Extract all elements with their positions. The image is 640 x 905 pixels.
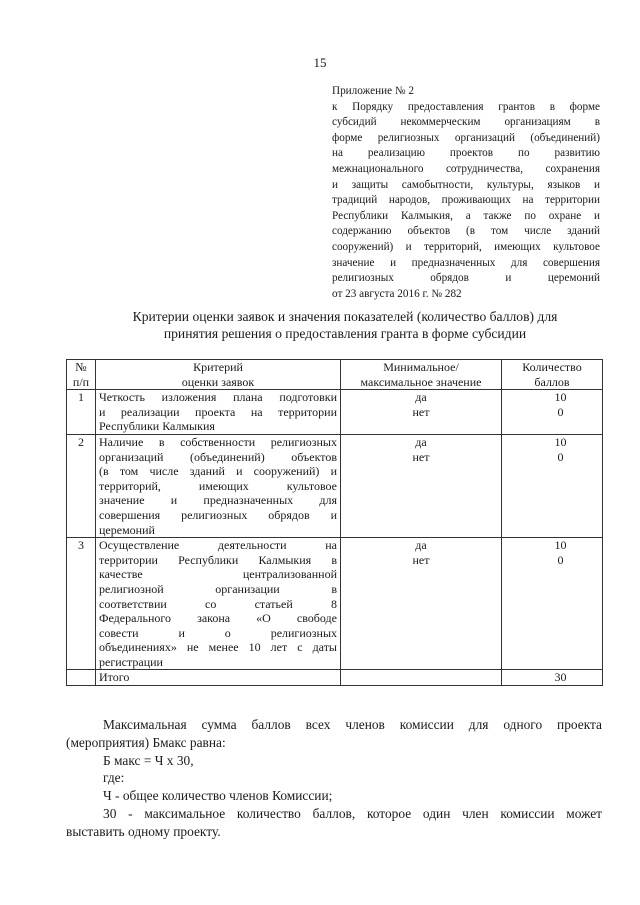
criterion-line: церемоний — [99, 522, 155, 537]
appendix-line: субсидий некоммерческим организациям в — [332, 116, 600, 129]
criterion-line: соответствии со статьей 8 — [99, 596, 337, 611]
criterion-line: территории Республики Калмыкия в — [99, 552, 337, 567]
minmax-value: да — [415, 538, 427, 553]
appendix-line: к Порядку предоставления грантов в форме — [332, 100, 600, 113]
criterion-cell — [96, 538, 341, 670]
criterion-line: Осуществление деятельности на — [99, 538, 337, 553]
minmax-value: да — [415, 390, 427, 405]
appendix-line: на реализацию проектов по развитию — [332, 147, 600, 160]
appendix-line: традиций народов, проживающих на территории — [332, 194, 600, 207]
criterion-line: религиозной организации в — [99, 581, 337, 596]
minmax-value: нет — [412, 404, 430, 419]
header-criterion-line-2: оценки заявок — [181, 374, 255, 389]
header-minmax-line-2: максимальное значение — [360, 374, 482, 389]
table-header-row — [67, 360, 603, 390]
header-num-line-1: № — [75, 360, 87, 374]
criterion-line: совести и о религиозных — [99, 625, 337, 640]
criterion-line: Наличие в собственности религиозных — [99, 434, 337, 449]
formula: Б макс = Ч х 30, — [103, 752, 194, 768]
row-number: 2 — [67, 434, 96, 537]
total-label: Итого — [96, 670, 341, 686]
appendix-line: значение и предназначенных для совершения — [332, 256, 600, 269]
criterion-line: значение и предназначенных для — [99, 493, 337, 508]
total-row — [67, 670, 603, 686]
points-cell — [502, 434, 603, 537]
appendix-line: содержанию объектов (в том числе зданий — [332, 225, 600, 238]
appendix-line: от 23 августа 2016 г. № 282 — [332, 287, 462, 300]
page-number: 15 — [313, 55, 327, 70]
definition-30-line-2: выставить одному проекту. — [66, 823, 221, 839]
criterion-line: совершения религиозных обрядов и — [99, 507, 337, 522]
appendix-line: Приложение № 2 — [332, 85, 414, 97]
minmax-value: нет — [412, 449, 430, 464]
appendix-line: религиозных обрядов и церемоний — [332, 272, 600, 285]
points-cell — [502, 390, 603, 435]
criterion-line: Республики Калмыкия — [99, 419, 215, 434]
total-minmax-cell — [341, 670, 502, 686]
points-value: 0 — [557, 449, 564, 464]
total-num-cell — [67, 670, 96, 686]
points-value: 0 — [557, 404, 564, 419]
definition-ch: Ч - общее количество членов Комиссии; — [103, 788, 333, 804]
points-value: 10 — [554, 538, 567, 553]
criteria-table — [66, 359, 603, 686]
header-num-line-2: п/п — [72, 374, 90, 389]
header-minmax — [341, 360, 502, 390]
max-sum-line-1: Максимальная сумма баллов всех членов комиссии для одного проекта — [103, 717, 602, 732]
row-number: 3 — [67, 538, 96, 670]
criterion-cell — [96, 434, 341, 537]
table-row — [67, 390, 603, 435]
points-value: 0 — [557, 552, 564, 567]
header-points-line-1: Количество — [522, 360, 582, 374]
minmax-value: нет — [412, 552, 430, 567]
header-points-line-2: баллов — [534, 374, 570, 389]
closing-text — [66, 716, 602, 841]
header-num — [67, 360, 96, 390]
criterion-cell — [96, 390, 341, 435]
total-value: 30 — [502, 670, 603, 686]
criterion-line: (в том числе зданий и сооружений) и — [99, 464, 337, 479]
points-cell — [502, 538, 603, 670]
criterion-line: регистрации — [99, 654, 163, 669]
points-value: 10 — [554, 390, 567, 405]
appendix-line: сооружений) и территорий, имеющих культовое — [332, 240, 600, 253]
criterion-line: объединениях» не менее 10 лет с даты — [99, 640, 337, 655]
points-value: 10 — [554, 434, 567, 449]
header-criterion — [96, 360, 341, 390]
appendix-line: и защиты самобытности, культуры, языков и — [332, 178, 600, 191]
minmax-cell — [341, 390, 502, 435]
criterion-line: территорий, имеющих культовое — [99, 478, 337, 493]
table-row — [67, 434, 603, 537]
header-minmax-line-1: Минимальное/ — [383, 360, 459, 374]
minmax-cell — [341, 538, 502, 670]
title-line-1: Критерии оценки заявок и значения показателей (количество баллов) для — [132, 309, 558, 324]
criterion-line: и реализации проекта на территории — [99, 404, 337, 419]
appendix-line: Республики Калмыкия, а также по охране и — [332, 209, 600, 222]
where-label: где: — [103, 770, 125, 786]
appendix-header — [332, 84, 600, 302]
minmax-value: да — [415, 434, 427, 449]
criterion-line: качестве централизованной — [99, 567, 337, 582]
max-sum-line-2: (мероприятия) Бмакс равна: — [66, 734, 226, 750]
criterion-line: организаций (объединений) объектов — [99, 449, 337, 464]
row-number: 1 — [67, 390, 96, 435]
header-criterion-line-1: Критерий — [193, 360, 243, 374]
document-title — [95, 308, 595, 342]
title-line-2: принятия решения о предоставления гранта в форме субсидии — [163, 326, 527, 341]
appendix-line: форме религиозных организаций (объединений) — [332, 131, 600, 144]
definition-30-line-1: 30 - максимальное количество баллов, которое один член комиссии может — [103, 805, 602, 821]
appendix-line: межнационального сотрудничества, сохранения — [332, 162, 600, 175]
criterion-line: Четкость изложения плана подготовки — [99, 390, 337, 405]
header-points — [502, 360, 603, 390]
criterion-line: Федерального закона «О свободе — [99, 611, 337, 626]
table-row — [67, 538, 603, 670]
minmax-cell — [341, 434, 502, 537]
